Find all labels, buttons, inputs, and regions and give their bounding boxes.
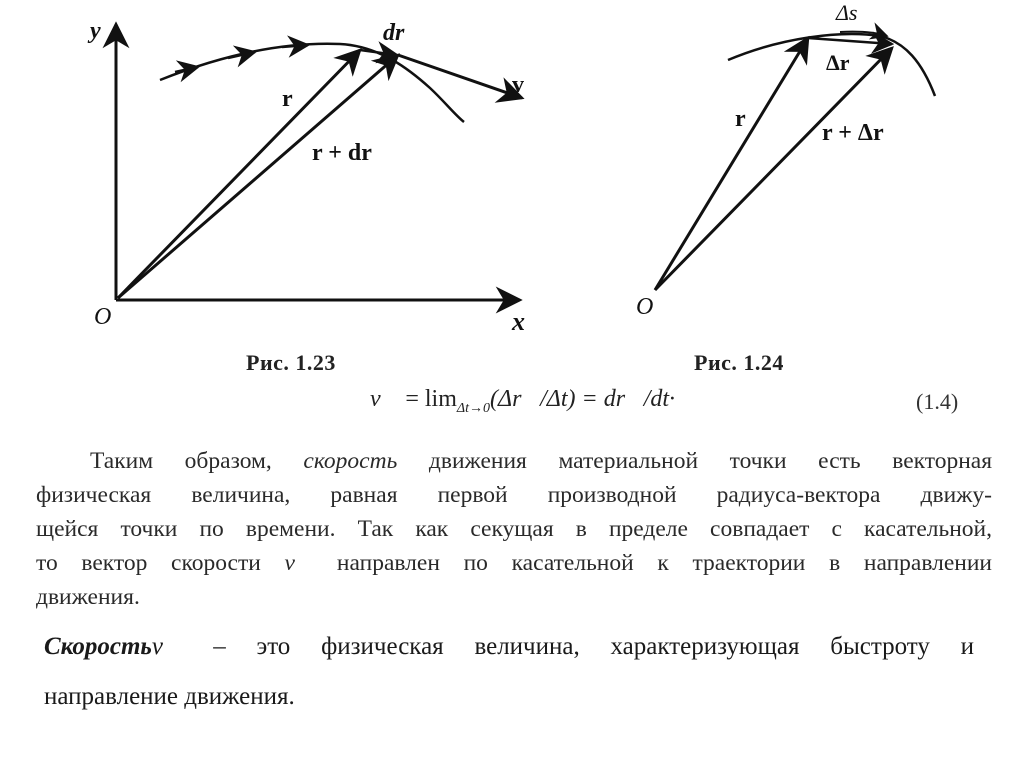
trajectory-curve bbox=[160, 44, 464, 122]
term-velocity: скорость bbox=[303, 448, 398, 474]
definition-term: Скорость bbox=[44, 633, 152, 660]
definition-line-1: Скоростьv⃗ – это физическая величина, характеризующая быстроту и bbox=[44, 633, 974, 660]
caption-fig-1-24: Рис. 1.24 bbox=[694, 350, 784, 375]
label-y: y bbox=[90, 18, 101, 44]
paragraph-line-1: Таким образом, скорость движения материальной точки есть векторная bbox=[90, 448, 993, 474]
paragraph-line-4: то вектор скорости v⃗ направлен по касательной к траектории в направлении bbox=[36, 550, 992, 576]
formula-1-4 bbox=[370, 386, 675, 417]
vector-r-plus-dr bbox=[118, 55, 398, 298]
formula-lim: lim bbox=[424, 386, 457, 412]
formula-eq: = bbox=[399, 386, 425, 412]
vector-r bbox=[118, 50, 360, 298]
definition-symbol: v⃗ bbox=[151, 633, 183, 660]
label-r-plus-dr: r + dr bbox=[312, 140, 372, 166]
formula-v: v⃗ bbox=[370, 386, 400, 412]
paragraph-line-2: физическая величина, равная первой производной радиуса-вектора движу- bbox=[36, 482, 992, 508]
definition-line-2: направление движения. bbox=[44, 683, 295, 710]
paragraph bbox=[36, 444, 992, 614]
label-dr: dr bbox=[383, 20, 405, 46]
definition bbox=[44, 622, 974, 722]
label-origin: O bbox=[636, 294, 654, 320]
equation-number: (1.4) bbox=[916, 389, 959, 414]
label-delta-s: Δs bbox=[836, 0, 858, 25]
label-x: x bbox=[512, 307, 525, 336]
vector-r-plus-delta-r bbox=[655, 48, 892, 290]
paragraph-line-3: щейся точки по времени. Так как секущая в пределе совпадает с касательной, bbox=[36, 516, 992, 542]
velocity-symbol: v⃗ bbox=[284, 550, 314, 576]
formula-body: (Δr⃗/Δt) = dr⃗/dt· bbox=[490, 386, 676, 412]
figure-1-24 bbox=[636, 0, 935, 320]
label-origin: O bbox=[94, 304, 112, 330]
figure-1-23 bbox=[87, 18, 525, 336]
label-r-plus-delta-r: r + Δr bbox=[822, 120, 884, 146]
label-delta-r: Δr bbox=[826, 50, 850, 75]
paragraph-line-5: движения. bbox=[36, 584, 140, 610]
caption-fig-1-23: Рис. 1.23 bbox=[246, 350, 336, 375]
label-v: v bbox=[512, 72, 524, 98]
formula-lim-sub: Δt→0 bbox=[456, 400, 490, 416]
vector-r bbox=[655, 38, 808, 290]
label-r: r bbox=[735, 106, 746, 132]
vector-delta-r bbox=[808, 38, 892, 44]
label-r: r bbox=[282, 86, 293, 112]
